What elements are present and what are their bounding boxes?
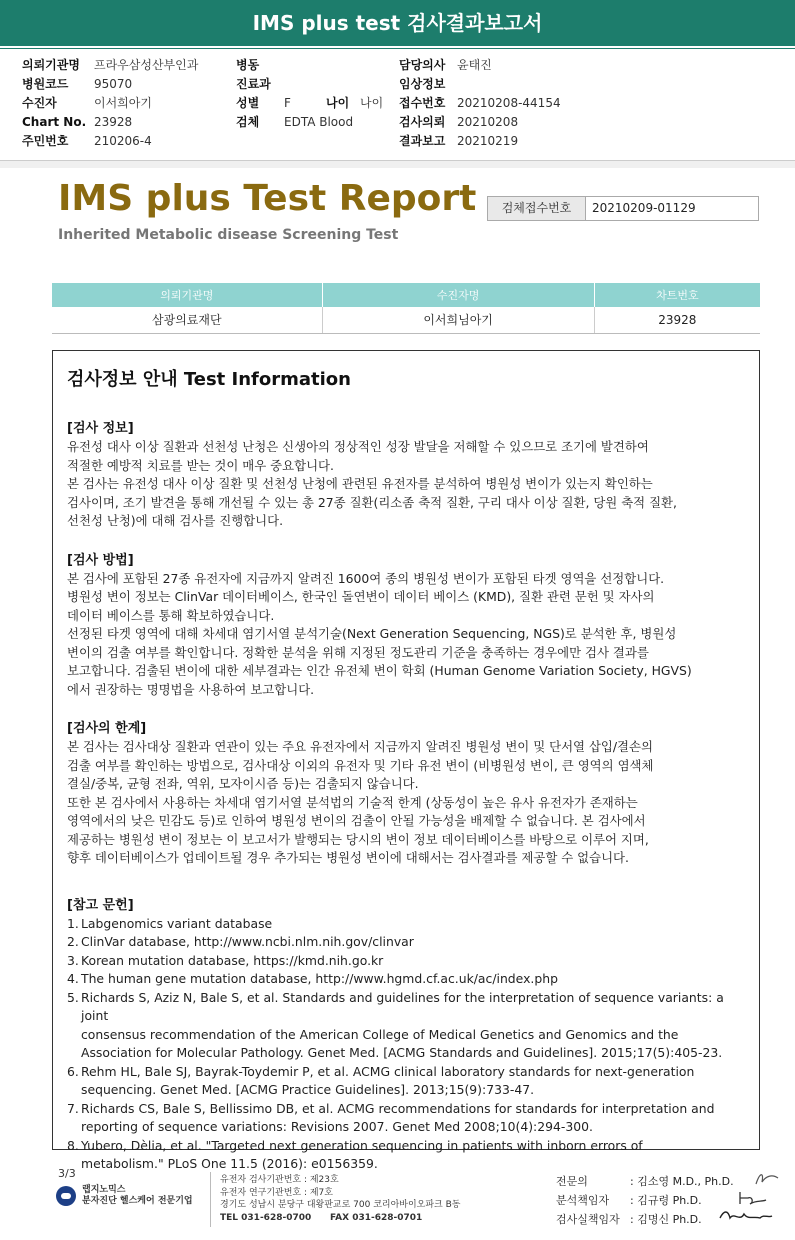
institution-line: 경기도 성남시 분당구 대왕판교로 700 코리아바이오파크 B동	[220, 1200, 461, 1210]
reference-text: Labgenomics variant database	[81, 915, 273, 931]
signatory-row	[556, 1191, 734, 1210]
report-subtitle: Inherited Metabolic disease Screening Test	[58, 227, 399, 243]
section-line: 유전성 대사 이상 질환과 선천성 난청은 신생아의 정상적인 성장 발달을 저해할 수 있으므로 조기에 발견하여	[67, 439, 649, 454]
meta-row-patient	[22, 94, 198, 113]
section-test-limits	[67, 717, 745, 868]
specimen-number-box	[487, 196, 759, 221]
section-line: 결실/중복, 균형 전좌, 역위, 모자이시즘 등)는 검출되지 않습니다.	[67, 776, 419, 791]
meta-row-institution	[22, 56, 198, 75]
section-line: 병원성 변이 정보는 ClinVar 데이터베이스, 한국인 돌연변이 데이터 베이스 (KMD), 질환 관련 문헌 및 자사의	[67, 589, 655, 604]
meta-value: 210206-4	[94, 134, 152, 148]
table-cell-institution: 삼광의료재단	[52, 307, 322, 333]
section-line: 변이의 검출 여부를 확인합니다. 정확한 분석을 위해 지정된 정도관리 기준을 충족하는 경우에만 검사 결과를	[67, 644, 649, 660]
report-title: IMS plus Test Report	[58, 178, 477, 219]
list-item	[67, 952, 745, 971]
reference-text: The human gene mutation database, http://www.hgmd.cf.ac.uk/ac/index.php	[81, 971, 558, 986]
table-cell-patient: 이서희님아기	[322, 307, 594, 333]
footer-divider	[210, 1172, 211, 1227]
table-header-institution: 의뢰기관명	[52, 283, 322, 307]
meta-value: 95070	[94, 77, 133, 91]
table-header-chart: 차트번호	[594, 283, 760, 307]
meta-row-ward	[236, 56, 402, 75]
reference-number: 7.	[67, 1100, 79, 1116]
meta-row-request-date	[399, 113, 561, 132]
signatory-block	[556, 1172, 734, 1229]
institution-contact: TEL 031-628-0700 FAX 031-628-0701	[220, 1212, 423, 1223]
logo-line-name: 랩지노믹스	[82, 1185, 126, 1195]
list-item	[67, 970, 745, 989]
page-number: 3/3	[58, 1167, 76, 1180]
meta-value: EDTA Blood	[284, 115, 354, 129]
meta-value: 나이	[360, 96, 384, 110]
reference-list	[67, 915, 745, 1174]
section-line: 또한 본 검사에서 사용하는 차세대 염기서열 분석법의 기술적 한계 (상동성이 높은 유사 유전자가 존재하는	[67, 794, 638, 810]
meta-value: 이서희아기	[94, 96, 152, 110]
section-line: 영역에서의 낮은 민감도 등)로 인하여 병원성 변이의 검출이 안될 가능성을 배제할 수 없습니다. 본 검사에서	[67, 813, 646, 828]
test-information-box	[52, 350, 760, 1171]
list-item	[67, 989, 745, 1063]
signature-mark-1	[752, 1168, 782, 1190]
section-line: 보고합니다. 검출된 변이에 대한 세부결과는 인간 유전체 변이 학회 (Human Genome Variation Society, HGVS)	[67, 663, 692, 678]
meta-label: 주민번호	[22, 134, 69, 148]
signatory-name: : 김소영 M.D., Ph.D.	[630, 1175, 734, 1188]
section-line: 적절한 예방적 치료를 받는 것이 매우 중요합니다.	[67, 457, 334, 473]
meta-value: 윤태진	[457, 58, 492, 72]
report-header-title: IMS plus test 검사결과보고서	[0, 0, 795, 46]
section-line: 선천성 난청)에 대해 검사를 진행합니다.	[67, 513, 284, 528]
reference-text: Richards CS, Bale S, Bellissimo DB, et al. ACMG recommendations for standards for interpretation and reporting of sequence variations: Revisions 2007. Genet Med 2008;10(4):294-300.	[81, 1100, 715, 1134]
reference-number: 4.	[67, 971, 79, 986]
meta-value: 20210208	[457, 115, 519, 129]
reference-number: 5.	[67, 989, 79, 1005]
meta-report-column	[399, 56, 561, 151]
list-item	[67, 1063, 745, 1100]
reference-text: ClinVar database, http://www.ncbi.nlm.nih.gov/clinvar	[81, 934, 414, 949]
reference-text: Korean mutation database, https://kmd.nih.go.kr	[81, 952, 384, 968]
meta-value: F	[284, 96, 291, 110]
table-header-row	[52, 283, 760, 307]
meta-label: Chart No.	[22, 115, 87, 129]
meta-value: 20210208-44154	[457, 96, 561, 110]
meta-value: 23928	[94, 115, 133, 129]
meta-value: 20210219	[457, 134, 519, 148]
test-information-heading: 검사정보 안내 Test Information	[67, 369, 351, 390]
header-divider	[0, 48, 795, 49]
section-line: 데이터 베이스를 통해 확보하였습니다.	[67, 607, 275, 623]
patient-info-table	[52, 283, 760, 334]
list-item	[67, 933, 745, 952]
meta-label: 임상정보	[399, 77, 446, 91]
institution-line: 유전자 연구기관번호 : 제7호	[220, 1187, 333, 1198]
reference-number: 1.	[67, 915, 79, 931]
section-line: 본 검사는 검사대상 질환과 연관이 있는 주요 유전자에서 지금까지 알려진 병원성 변이 및 단서열 삽입/결손의	[67, 739, 653, 754]
reference-text: Yubero, Dèlia, et al. "Targeted next generation sequencing in patients with inborn errors of metabolism." PLoS One 11.5 (2016): e0156359.	[81, 1137, 643, 1171]
meta-row-specimen	[236, 113, 402, 132]
signatory-role: 검사실책임자	[556, 1213, 620, 1226]
signatory-row	[556, 1172, 734, 1191]
meta-row-resident-no	[22, 132, 198, 151]
meta-label: 검사의뢰	[399, 115, 446, 129]
meta-row-receipt-no	[399, 94, 561, 113]
section-line: 선정된 타겟 영역에 대해 차세대 염기서열 분석기술(Next Generation Sequencing, NGS)로 분석한 후, 병원성	[67, 626, 677, 641]
section-line: 향후 데이터베이스가 업데이트될 경우 추가되는 병원성 변이에 대해서는 검사결과를 제공할 수 없습니다.	[67, 850, 629, 865]
meta-label: 접수번호	[399, 96, 446, 110]
meta-value: 프라우삼성산부인과	[94, 58, 199, 72]
meta-row-hospital-code	[22, 75, 198, 94]
specimen-number-label: 검체접수번호	[488, 197, 586, 220]
section-line: 본 검사는 유전성 대사 이상 질환 및 선천성 난청에 관련된 유전자를 분석하여 병원성 변이가 있는지 확인하는	[67, 476, 653, 491]
meta-row-clinical-info	[399, 75, 561, 94]
section-line: 제공하는 병원성 변이 정보는 이 보고서가 발행되는 당시의 변이 정보 데이터베이스를 바탕으로 이루어 지며,	[67, 831, 649, 847]
signatory-role: 전문의	[556, 1175, 588, 1188]
section-title: [검사 정보]	[67, 421, 134, 436]
meta-label: 진료과	[236, 77, 271, 91]
meta-label: 성별	[236, 96, 260, 110]
signatory-name: : 김명신 Ph.D.	[630, 1213, 702, 1226]
logo-icon	[56, 1186, 76, 1206]
meta-row-chart-no	[22, 113, 198, 132]
institution-info	[220, 1174, 460, 1224]
table-cell-chart: 23928	[594, 307, 760, 333]
list-item	[67, 915, 745, 934]
reference-number: 6.	[67, 1063, 79, 1079]
logo-text	[82, 1185, 193, 1207]
section-line: 본 검사에 포함된 27종 유전자에 지금까지 알려진 1600여 종의 병원성 변이가 포함된 타겟 영역을 선정합니다.	[67, 570, 665, 586]
section-test-method	[67, 549, 745, 700]
company-logo	[56, 1185, 193, 1207]
section-title: [검사의 한계]	[67, 721, 147, 736]
meta-label: 수진자	[22, 96, 57, 110]
signatory-role: 분석책임자	[556, 1194, 610, 1207]
meta-row-doctor	[399, 56, 561, 75]
signatory-row	[556, 1210, 734, 1229]
reference-number: 2.	[67, 934, 79, 949]
reference-text: Rehm HL, Bale SJ, Bayrak-Toydemir P, et al. ACMG clinical laboratory standards for next-generation sequencing. Genet Med. [ACMG Practice Guidelines]. 2013;15(9):733-47.	[81, 1063, 695, 1097]
meta-label: 결과보고	[399, 134, 446, 148]
section-title: [참고 문헌]	[67, 897, 134, 913]
table-header-patient: 수진자명	[322, 283, 594, 307]
meta-label: 의뢰기관명	[22, 58, 80, 72]
section-line: 에서 권장하는 명명법을 사용하여 보고합니다.	[67, 681, 315, 697]
page-break-divider	[0, 160, 795, 168]
section-test-info	[67, 417, 745, 531]
meta-label: 검체	[236, 115, 260, 129]
reference-number: 8.	[67, 1137, 79, 1153]
meta-row-report-date	[399, 132, 561, 151]
meta-label: 담당의사	[399, 58, 446, 72]
meta-label: 병동	[236, 58, 260, 72]
signatory-name: : 김규령 Ph.D.	[630, 1194, 702, 1207]
section-line: 검사이며, 조기 발견을 통해 개선될 수 있는 총 27종 질환(리소좀 축적 질환, 구리 대사 이상 질환, 당원 축적 질환,	[67, 494, 677, 510]
table-row	[52, 307, 760, 333]
meta-clinical-column	[236, 56, 402, 132]
section-references	[67, 894, 745, 1174]
specimen-number-value: 20210209-01129	[592, 201, 696, 215]
meta-row-sex-age	[236, 94, 402, 113]
reference-text: Richards S, Aziz N, Bale S, et al. Standards and guidelines for the interpretation of sequence variants: a joint consensus recommendation of the American College of Medical Genetics and Genomics and the Association for Molecular Pathology. Genet Med. [ACMG Standards and Guidelines]. 2015;17(5):405-23.	[81, 989, 724, 1060]
section-line: 검출 여부를 확인하는 방법으로, 검사대상 이외의 유전자 및 기타 유전 변이 (비병원성 변이, 큰 영역의 염색체	[67, 757, 654, 773]
reference-number: 3.	[67, 952, 79, 968]
logo-line-tagline: 분자진단 헬스케어 전문기업	[82, 1196, 193, 1206]
meta-patient-column	[22, 56, 198, 151]
list-item	[67, 1100, 745, 1137]
institution-line: 유전자 검사기관번호 : 제23호	[220, 1175, 339, 1185]
meta-row-dept	[236, 75, 402, 94]
meta-label: 병원코드	[22, 77, 69, 91]
signature-mark-3	[716, 1206, 776, 1226]
meta-label: 나이	[326, 96, 350, 110]
section-title: [검사 방법]	[67, 552, 134, 568]
list-item	[67, 1137, 745, 1174]
